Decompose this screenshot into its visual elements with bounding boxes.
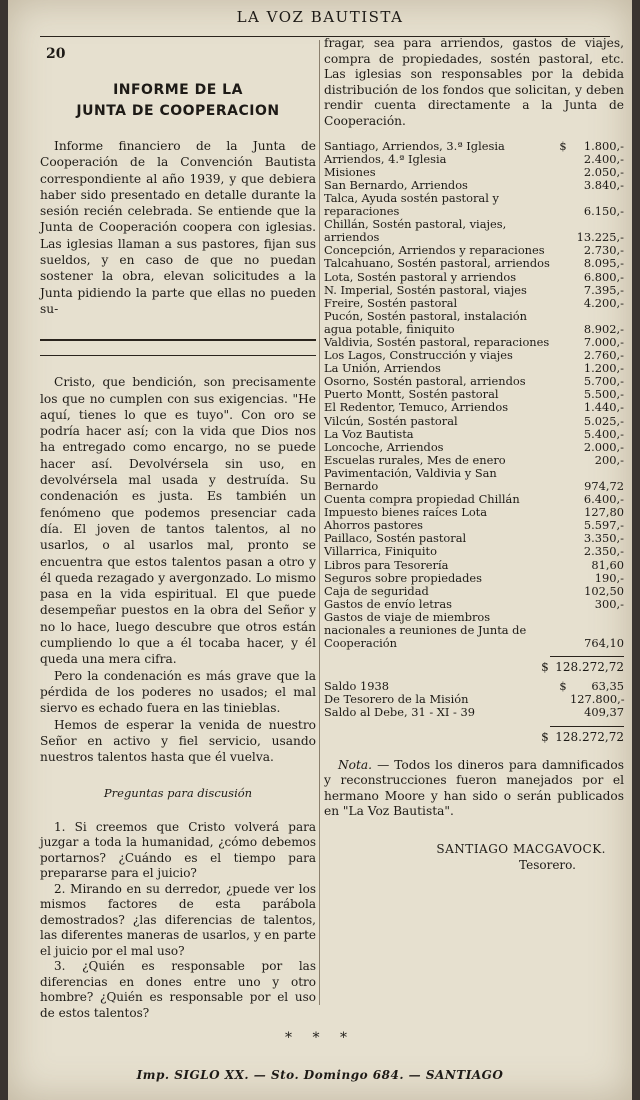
ledger-row [324,218,624,244]
ledger-label: Saldo 1938 [324,679,389,694]
ledger-label: De Tesorero de la Misión [324,692,469,707]
ledger-row [324,166,624,179]
ledger-row [324,585,624,598]
sum-rule [550,656,624,657]
ledger-label: Osorno, Sostén pastoral, arriendos [324,374,526,389]
ledger-row [324,257,624,270]
ledger-label: Concepción, Arriendos y reparaciones [324,243,545,258]
ledger-row [324,271,624,284]
note-text: — Todos los dineros para damnificados y reconstrucciones fueron manejados por el hermano Moore y han sido o serán publicados en "La Voz Bautista". [324,757,624,819]
ledger-row [324,415,624,428]
right-column [324,36,624,872]
ledger-amount: 5.700,- [583,374,624,389]
ledger-label: El Redentor, Temuco, Arriendos [324,400,509,415]
ledger-label: La Unión, Arriendos [324,361,441,376]
ledger-row [324,598,624,611]
ledger-amount: 6.800,- [583,269,624,284]
ledger-row [324,179,624,192]
ledger-row [324,153,624,166]
ledger-label: Freire, Sostén pastoral [324,295,458,310]
total-amount: 128.272,72 [555,729,624,744]
ledger-row [324,572,624,585]
question-item: 3. ¿Quién es responsable por las diferencias en dones entre uno y otro hombre? ¿Quién es responsable por el uso de estos talentos? [40,959,316,1020]
questions-heading: Preguntas para discusión [103,786,253,801]
printer-imprint: Imp. SIGLO XX. — Sto. Domingo 684. — SANTIAGO [136,1068,504,1082]
ledger-amount: 2.400,- [583,151,624,166]
ledger-label: Escuelas rurales, Mes de enero [324,452,506,467]
ledger-label: Impuesto bienes raíces Lota [324,505,488,520]
ledger-amount: 5.500,- [583,387,624,402]
total-amount: 128.272,72 [555,660,624,675]
ledger-row [324,401,624,414]
ledger-amount: 127,80 [584,505,624,520]
expense-ledger [324,140,624,651]
ledger-label: Saldo al Debe, 31 - XI - 39 [324,705,475,720]
balance-total [324,730,624,744]
ledger-amount: 1.200,- [583,361,624,376]
ledger-label: Gastos de viaje de miembros nacionales a reuniones de Junta de Cooperación [324,609,527,651]
article-title-line-2: JUNTA DE COOPERACION [76,103,280,119]
ledger-amount: 974,72 [584,479,624,493]
ledger-row [324,297,624,310]
ledger-amount: 8.095,- [583,256,624,271]
ledger-label: Loncoche, Arriendos [324,439,444,454]
ledger-currency: $ [559,679,567,694]
ledger-amount: 2.350,- [583,544,624,559]
ledger-amount: 2.730,- [583,243,624,258]
ledger-label: Caja de seguridad [324,583,429,598]
ledger-label: Arriendos, 4.ª Iglesia [324,151,447,166]
ledger-label: Lota, Sostén pastoral y arriendos [324,269,517,284]
column-divider [319,40,320,1005]
question-item: 1. Si creemos que Cristo volverá para juzgar a toda la humanidad, ¿cómo debemos portarnos? ¿Cuándo es el tiempo para prepararse para el juicio? [40,819,316,881]
ledger-amount: 7.000,- [583,334,624,349]
ledger-label: Pucón, Sostén pastoral, instalación agua potable, finiquito [324,308,527,336]
article-intro-continued: fragar, sea para arriendos, gastos de viajes, compra de propiedades, sostén pastoral, etc. Las iglesias son responsables por la debida distribución de los fondos que solicitan, y deben rendir cuenta directamente a la Junta de Cooperación. [324,36,624,128]
ledger-amount: 63,35 [591,679,624,694]
ledger-label: Villarrica, Finiquito [324,544,437,559]
ledger-row [324,706,624,719]
ledger-amount: 2.000,- [583,439,624,454]
ledger-label: Gastos de envío letras [324,596,452,611]
ledger-amount: 300,- [594,596,624,611]
ledger-label: Misiones [324,164,376,179]
article-title-line-1: INFORME DE LA [113,82,243,98]
ledger-row [324,454,624,467]
article-intro: Informe financiero de la Junta de Cooperación de la Convención Bautista correspondiente al año 1939, y que debiera haber sido presentado en detalle durante la sesión recién celebrada. Se entiende que la Junta de Cooperación coopera con iglesias. Las iglesias llaman a sus pastores, fijan sus sueldos, y en caso de que no puedan sostener la obra, elevan solicitudes a la Junta pidiendo la parte que ellas no pueden su- [40,139,316,316]
sum-rule [550,726,624,727]
ledger-row [324,310,624,336]
sermon-paragraph-2: Pero la condenación es más grave que la pérdida de los poderes no usados; el mal siervo es echado fuera en las tinieblas. [40,668,316,716]
ledger-amount: 13.225,- [576,230,624,245]
question-item: 2. Mirando en su derredor, ¿puede ver los mismos factores de esta parábola demostrados? ¿las diferencias de talentos, las diferentes maneras de usarlos, y en parte el juicio por el mal uso? [40,881,316,958]
ledger-amount: 3.840,- [583,177,624,192]
ledger-currency: $ [559,138,567,153]
ledger-label: Puerto Montt, Sostén pastoral [324,387,499,402]
sermon-paragraph-1: Cristo, que bendición, son precisamente los que no cumplen con sus exigencias. "He aquí, tienes lo que es tuyo". Con oro se podría hacer así; con la vida que Dios nos ha entregado como encargo, no se puede hacer así. Devolvérsela sin uso, en devolvérsela mal usada y destruída. Su condenación es justa. Es también un fenómeno que podemos presenciar cada día. El joven de tantos talentos, al no usarlos, o al usarlos mal, pronto se encuentra que estos talentos pasan a otro y él queda rezagado y avergonzado. Lo mismo pasa en la vida espiritual. El que puede desempeñar puestos en la obra del Señor y no lo hace, luego descubre que otros están cumpliendo lo que a él tocaba hacer, y él queda una mera cifra. [40,375,316,667]
publication-title: LA VOZ BAUTISTA [236,8,404,26]
magazine-page [8,0,632,1100]
ledger-label: La Voz Bautista [324,426,414,441]
ledger-row [324,441,624,454]
currency-symbol: $ [541,729,549,744]
ledger-amount: 5.597,- [583,518,624,533]
ledger-amount: 200,- [594,452,624,467]
ledger-row [324,284,624,297]
ledger-row [324,559,624,572]
ledger-amount: 3.350,- [583,531,624,546]
ledger-amount: 2.760,- [583,348,624,363]
sermon-paragraph-3: Hemos de esperar la venida de nuestro Señor en activo y fiel servicio, usando nuestros talentos hasta que él vuelva. [40,717,316,765]
ornament-asterisks: * * * [285,1030,355,1046]
ledger-amount: 6.400,- [583,492,624,507]
ledger-total [324,660,624,674]
ledger-label: Ahorros pastores [324,518,424,533]
ledger-label: Seguros sobre propiedades [324,570,482,585]
ledger-label: Paillaco, Sostén pastoral [324,531,467,546]
ledger-row [324,192,624,218]
ledger-label: Talca, Ayuda sostén pastoral y reparaciones [324,190,499,219]
ledger-amount: 764,10 [584,636,624,651]
ledger-label: Talcahuano, Sostén pastoral, arriendos [324,256,550,271]
ledger-row [324,545,624,558]
ledger-amount: 81,60 [591,557,624,572]
signer-name: SANTIAGO MACGAVOCK. [436,841,606,856]
ledger-amount: 102,50 [584,583,624,598]
page-number: 20 [46,46,66,62]
ledger-label: Cuenta compra propiedad Chillán [324,492,520,507]
ledger-label: Vilcún, Sostén pastoral [324,413,458,428]
ledger-row [324,140,624,153]
ledger-amount: 7.395,- [583,282,624,297]
balance-ledger [324,680,624,719]
ledger-amount: 409,37 [584,705,624,720]
ledger-label: N. Imperial, Sostén pastoral, viajes [324,282,527,297]
ledger-row [324,611,624,650]
article-title [40,80,316,122]
ledger-label: Santiago, Arriendos, 3.ª Iglesia [324,138,505,153]
section-separator [40,339,316,356]
ledger-amount: 1.440,- [583,400,624,415]
ledger-label: Libros para Tesorería [324,557,449,572]
ledger-label: San Bernardo, Arriendos [324,177,468,192]
ledger-row [324,467,624,493]
ledger-amount: 5.400,- [583,426,624,441]
ledger-label: Valdivia, Sostén pastoral, reparaciones [324,334,550,349]
ledger-amount: 127.800,- [570,692,625,707]
ledger-amount: 190,- [594,570,624,585]
note-label: Nota. [338,757,373,772]
ledger-amount: 1.800,- [583,138,624,153]
ledger-label: Los Lagos, Construcción y viajes [324,348,513,363]
note-paragraph [324,758,624,820]
currency-symbol: $ [541,660,549,675]
ledger-amount: 2.050,- [583,164,624,179]
ledger-amount: 6.150,- [583,204,624,219]
left-column [40,62,316,1021]
ledger-label: Pavimentación, Valdivia y San Bernardo [324,465,497,493]
signer-role: Tesorero. [519,857,576,872]
ledger-label: Chillán, Sostén pastoral, viajes, arriendos [324,217,507,245]
ledger-row [324,428,624,441]
ledger-amount: 5.025,- [583,413,624,428]
ledger-amount: 8.902,- [583,321,624,336]
ledger-amount: 4.200,- [583,295,624,310]
